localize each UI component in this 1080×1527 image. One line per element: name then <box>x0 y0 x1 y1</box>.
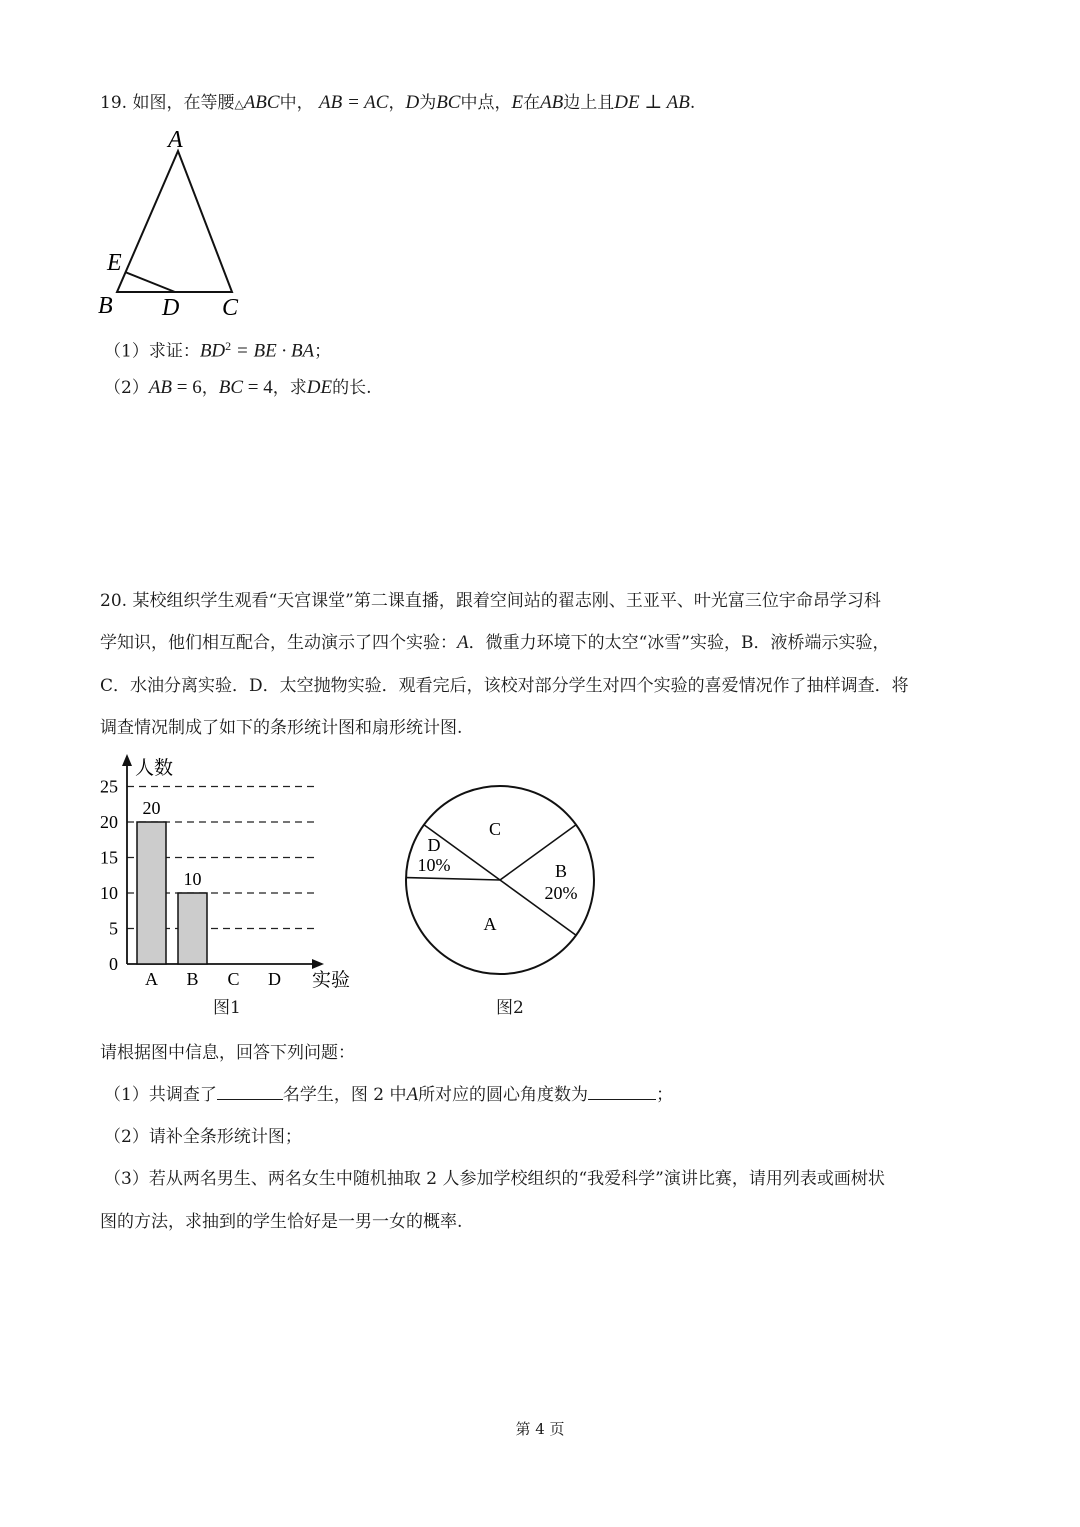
pie-slice-label-B: B <box>554 861 568 881</box>
ytick-label: 15 <box>100 847 118 868</box>
figure1-caption: 图1 <box>213 998 241 1018</box>
q20-part2: （2）请补全条形统计图； <box>104 1127 302 1147</box>
bar-value-label-B: 10 <box>183 869 202 889</box>
segment-de <box>125 272 175 292</box>
q20-part3-line1: （3）若从两名男生、两名女生中随机抽取 2 人参加学校组织的“我爱科学”演讲比赛，请用列表或画树状 <box>104 1169 885 1189</box>
q20-line3: C．水油分离实验．D．太空抛物实验．观看完后，该校对部分学生对四个实验的喜爱情况作了抽样调查．将 <box>100 676 909 696</box>
pie-percent-label-D: 10% <box>417 855 451 875</box>
xtick-label-A: A <box>145 969 158 989</box>
pie-chart <box>400 780 610 990</box>
pie-percent-label-B: 20% <box>544 883 578 903</box>
x-axis-title: 实验 <box>312 970 351 991</box>
triangle-abc <box>117 151 232 292</box>
bar-value-label-A: 20 <box>142 798 161 818</box>
page-footer: 第 4 页 <box>515 1420 565 1438</box>
pie-slice-label-A: A <box>483 914 497 934</box>
xtick-label-C: C <box>227 969 240 989</box>
pie-slice-label-D: D <box>427 835 441 855</box>
y-axis-arrow <box>122 754 132 766</box>
ytick-label: 25 <box>100 776 118 797</box>
q20-line4: 调查情况制成了如下的条形统计图和扇形统计图. <box>100 718 463 738</box>
pie-boundary-2 <box>406 878 500 880</box>
q20-line2: 学知识，他们相互配合，生动演示了四个实验：A．微重力环境下的太空“冰雪”实验，B．液桥端示实验， <box>100 632 890 653</box>
q20-part1: （1）共调查了 名学生，图 2 中A所对应的圆心角度数为 ； <box>104 1084 674 1105</box>
xtick-label-D: D <box>268 969 281 989</box>
label-A: A <box>168 127 183 153</box>
label-B: B <box>98 293 113 319</box>
label-D: D <box>162 295 180 321</box>
bar-A <box>137 822 166 964</box>
xtick-label-B: B <box>186 969 199 989</box>
answer-blank-count[interactable] <box>217 1085 283 1100</box>
bar-chart <box>90 752 370 1002</box>
q20-prompt: 请根据图中信息，回答下列问题： <box>100 1043 355 1063</box>
x-axis-arrow <box>312 959 324 969</box>
label-C: C <box>222 295 239 321</box>
q19-part1: （1）求证：$BD^2$ = BE · BA； <box>104 339 332 362</box>
q19-statement: 19. 如图，在等腰△ABC中， AB = AC，D为BC中点，E在AB边上且DE ⊥ AB. <box>100 92 696 113</box>
label-E: E <box>107 250 122 276</box>
q20-part3-line2: 图的方法，求抽到的学生恰好是一男一女的概率. <box>100 1212 463 1232</box>
ytick-label: 0 <box>109 954 118 974</box>
y-axis-title: 人数 <box>135 758 174 779</box>
bar-B <box>178 893 207 964</box>
ytick-label: 20 <box>100 812 118 832</box>
ytick-label: 10 <box>100 883 118 903</box>
ytick-label: 5 <box>109 918 118 939</box>
answer-blank-angle[interactable] <box>588 1085 656 1100</box>
pie-slice-label-C: C <box>488 819 502 839</box>
figure2-caption: 图2 <box>496 998 524 1018</box>
q19-part2: （2）AB = 6，BC = 4，求DE的长. <box>104 377 372 398</box>
q20-line1: 20. 某校组织学生观看“天宫课堂”第二课直播，跟着空间站的翟志刚、王亚平、叶光富三位宇命昂学习科 <box>100 591 881 611</box>
triangle-figure <box>90 125 260 325</box>
